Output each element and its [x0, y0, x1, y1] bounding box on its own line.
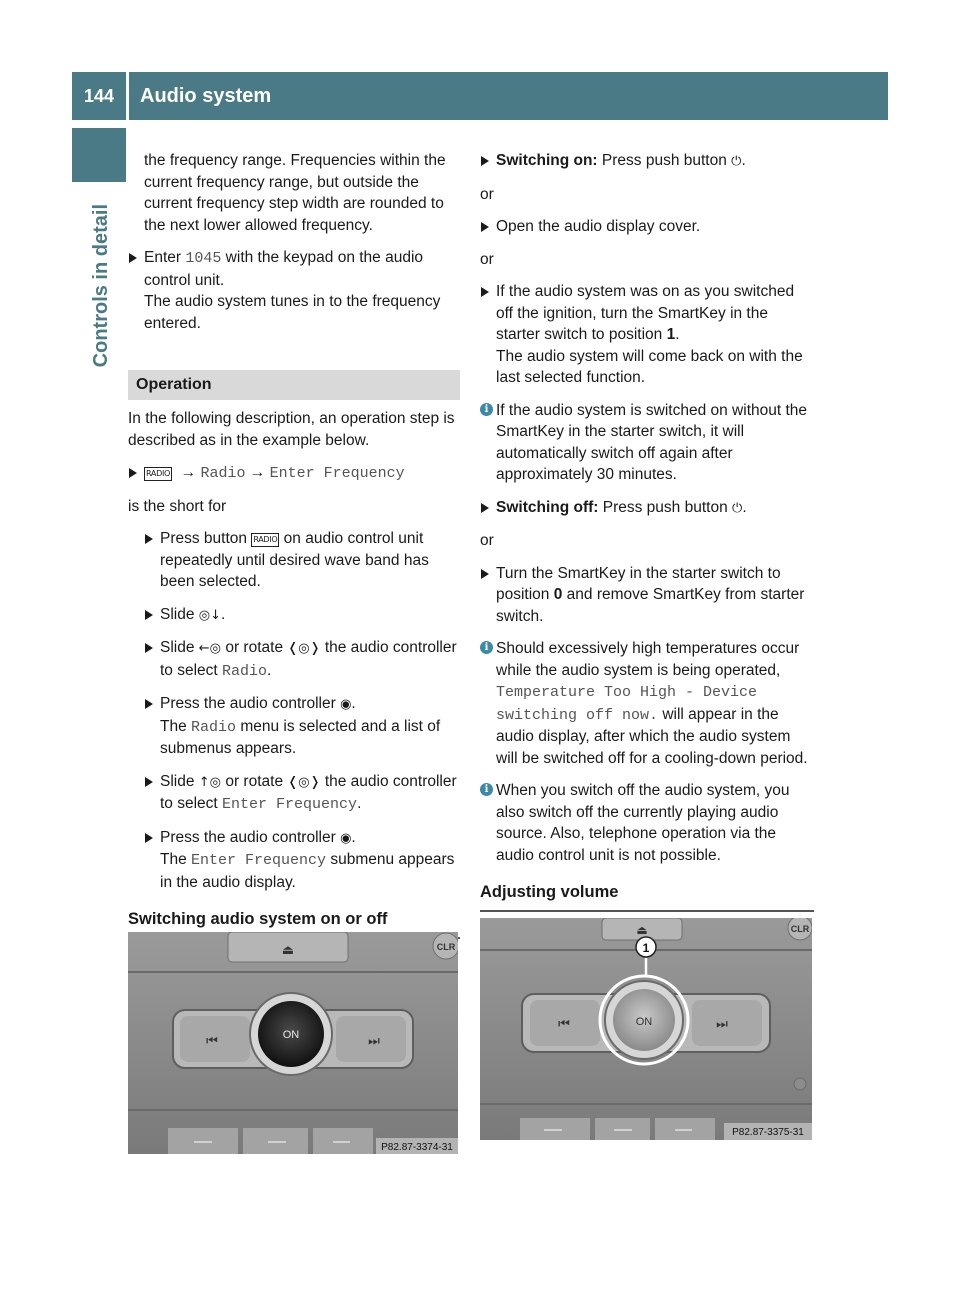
operation-intro: In the following description, an operation step is described as in the example below. [128, 410, 455, 449]
audio-unit-photo-volume [480, 918, 812, 1140]
or-text: or [480, 185, 494, 203]
next-track-icon: ⏭ [716, 1016, 728, 1031]
step-select-enter-frequency: Slide ↑◎ or rotate ❬◎❭ the audio controller to select Enter Frequency. [144, 771, 460, 816]
side-tab [84, 204, 118, 494]
step-arrow-icon [145, 777, 153, 787]
clr-label: CLR [436, 942, 456, 952]
audio-unit-illustration [480, 918, 812, 1140]
previous-track-icon: ⏮ [558, 1016, 570, 1031]
step-press-radio: Press button RADIO on audio control unit repeatedly until desired wave band has been selected. [144, 528, 460, 593]
section-heading-operation: Operation [128, 370, 460, 400]
step-select-radio: Slide ←◎ or rotate ❬◎❭ the audio controller to select Radio. [144, 637, 460, 682]
next-track-icon: ⏭ [368, 1033, 380, 1048]
audio-unit-illustration [128, 932, 458, 1154]
example-path: RADIO → Radio → Enter Frequency [128, 462, 460, 485]
page-title: Audio system [140, 85, 272, 107]
step-arrow-icon [481, 222, 489, 232]
step-result: The audio system tunes in to the frequency entered. [144, 293, 441, 332]
step-arrow-icon [129, 468, 137, 478]
audio-unit-photo-on-off [128, 932, 458, 1154]
info-icon: i [480, 403, 493, 416]
or-text: or [480, 250, 494, 268]
step-arrow-icon [145, 643, 153, 653]
step-arrow-icon [145, 833, 153, 843]
controller-rotate-icon: ❬◎❭ [287, 641, 321, 656]
step-arrow-icon [481, 287, 489, 297]
step-arrow-icon [145, 610, 153, 620]
short-for-text: is the short for [128, 497, 227, 515]
continuation-paragraph: the frequency range. Frequencies within the current frequency range, but outside the current frequency step width are rounded to the next lower allowed frequency. [144, 152, 446, 234]
header-divider [126, 72, 129, 120]
or-text: or [480, 532, 494, 549]
step-enter-frequency: Enter 1045 with the keypad on the audio control unit. The audio system tunes in to the frequency entered. [128, 247, 460, 334]
info-note-temperature: i Should excessively high temperatures occur while the audio system is being operated, Temperature Too High - Device switching off now. will appear in the audio display, after which the audio system will be switched off for a cooling-down period. [480, 638, 814, 769]
controller-rotate-icon: ❬◎❭ [287, 774, 321, 790]
on-button-label: ON [635, 1016, 653, 1028]
page-number: 144 [83, 86, 115, 106]
step-arrow-icon [145, 534, 153, 544]
step-slide-down: Slide ◎↓. [144, 604, 460, 627]
step-open-cover: Open the audio display cover. [480, 216, 814, 238]
info-icon: i [480, 783, 493, 796]
figure-reference: P82.87-3375-31 [732, 1127, 804, 1138]
step-turn-key-off: Turn the SmartKey in the starter switch to position 0 and remove SmartKey from starter switch. [480, 563, 814, 628]
on-button-label: ON [282, 1029, 300, 1041]
step-confirm-controller: Press the audio controller ◉. The Enter Frequency submenu appears in the audio display. [144, 827, 460, 894]
step-switching-off: Switching off: Press push button ⏻. [480, 497, 814, 520]
eject-icon: ⏏ [636, 923, 648, 937]
step-arrow-icon [129, 253, 137, 263]
controller-press-icon: ◉ [340, 697, 352, 712]
callout-number: 1 [642, 941, 650, 955]
step-turn-key-on: If the audio system was on as you switched off the ignition, turn the SmartKey in the starter switch to position 1. The audio system will come back on with the last selected function. [480, 281, 814, 389]
left-column [128, 150, 460, 939]
right-column [480, 150, 814, 912]
step-arrow-icon [481, 503, 489, 513]
power-button-icon: ⏻ [731, 154, 742, 169]
step-arrow-icon [481, 569, 489, 579]
info-note-auto-off: i If the audio system is switched on without the SmartKey in the starter switch, it will automatically switch off again after approximately 30 minutes. [480, 400, 814, 486]
radio-button-icon: RADIO [144, 467, 172, 481]
step-arrow-icon [145, 699, 153, 709]
figure-reference: P82.87-3374-31 [381, 1142, 453, 1153]
power-button-icon: ⏻ [732, 500, 743, 516]
step-arrow-icon [481, 156, 489, 166]
step-press-controller: Press the audio controller ◉. The Radio menu is selected and a list of submenus appears. [144, 693, 460, 760]
eject-icon: ⏏ [281, 942, 295, 957]
side-tab-label: Controls in detail [90, 204, 112, 368]
subheading-switching: Switching audio system on or off [128, 909, 460, 939]
controller-slide-left-icon: ←◎ [198, 641, 222, 656]
info-note-switch-off: i When you switch off the audio system, you also switch off the currently playing audio source. Also, telephone operation via the audio control unit is not possible. [480, 780, 814, 866]
subheading-adjusting-volume: Adjusting volume [480, 882, 814, 912]
info-icon: i [480, 641, 493, 654]
controller-slide-up-icon: ↑◎ [198, 774, 222, 790]
side-tab-block [72, 128, 126, 182]
controller-press-icon: ◉ [340, 830, 352, 846]
controller-slide-down-icon: ◎↓ [198, 607, 222, 623]
clr-label: CLR [790, 924, 810, 934]
previous-track-icon: ⏮ [206, 1033, 218, 1048]
step-switching-on: Switching on: Press push button ⏻. [480, 150, 814, 173]
radio-button-icon: RADIO [251, 533, 279, 547]
